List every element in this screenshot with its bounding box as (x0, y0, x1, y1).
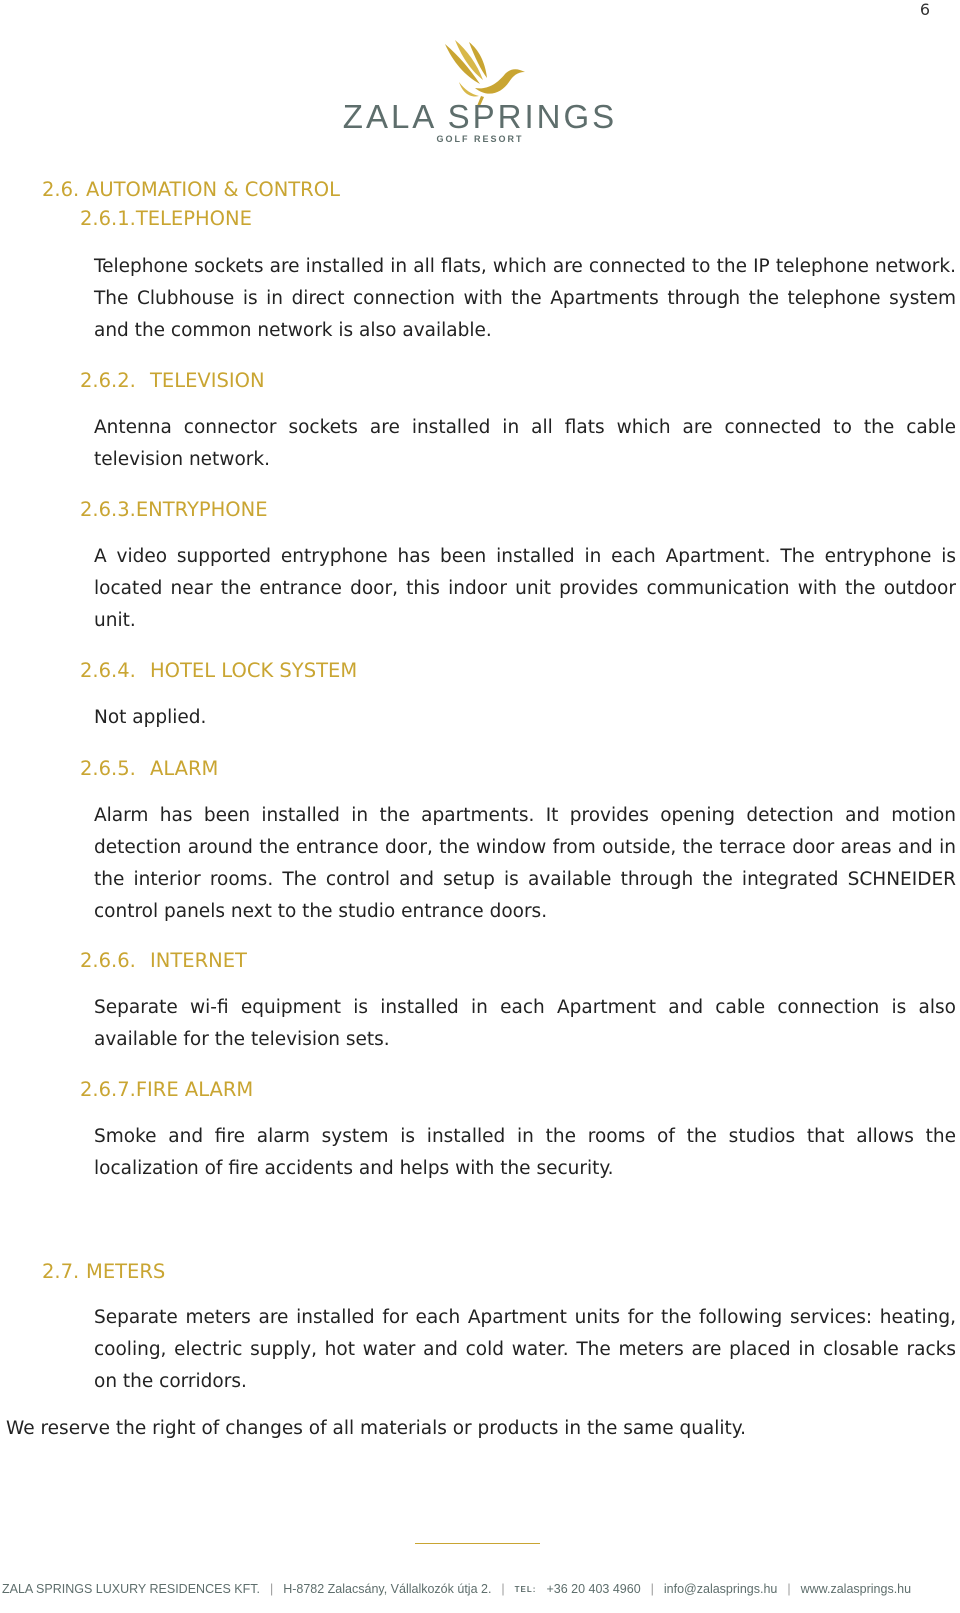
section-title: INTERNET (150, 949, 247, 972)
section-heading-2-6-5 (80, 757, 218, 780)
section-title: ENTRYPHONE (135, 498, 268, 521)
section-title: ALARM (150, 757, 219, 780)
footer-website-link[interactable]: www.zalasprings.hu (800, 1582, 912, 1596)
section-heading-2-6-1 (80, 207, 252, 230)
section-heading-2-6 (42, 178, 340, 201)
section-heading-2-6-2 (80, 369, 265, 392)
footer-company: ZALA SPRINGS LUXURY RESIDENCES KFT. (2, 1582, 260, 1596)
reservation-note: We reserve the right of changes of all materials or products in the same quality. (6, 1418, 746, 1439)
section-number: 2.6.1. (80, 207, 136, 230)
footer-email-link[interactable]: info@zalasprings.hu (663, 1582, 778, 1596)
telephone-paragraph: Telephone sockets are installed in all flats, which are connected to the IP telephone network. The Clubhouse is in direct connection with the Apartments through the telephone system and the common network is also available. (94, 256, 956, 341)
television-paragraph: Antenna connector sockets are installed in all flats which are connected to the cable television network. (94, 417, 956, 470)
section-title: AUTOMATION & CONTROL (86, 178, 340, 201)
internet-paragraph: Separate wi-fi equipment is installed in each Apartment and cable connection is also available for the television sets. (94, 997, 956, 1050)
fire-alarm-paragraph: Smoke and fire alarm system is installed in the rooms of the studios that allows the localization of fire accidents and helps with the security. (94, 1126, 956, 1179)
section-number: 2.6.2. (80, 369, 136, 392)
section-number: 2.6.6. (80, 949, 136, 972)
footer-separator: | (787, 1582, 791, 1596)
zala-springs-logo (340, 38, 620, 148)
alarm-paragraph: Alarm has been installed in the apartments. It provides opening detection and motion detection around the entrance door, the window from outside, the terrace door areas and in the interior rooms. The control and setup is available through the integrated SCHNEIDER control panels next to the studio entrance doors. (94, 805, 956, 922)
section-title: TELEPHONE (135, 207, 252, 230)
logo-subtitle: GOLF RESORT (436, 134, 524, 144)
meters-paragraph: Separate meters are installed for each Apartment units for the following services: heating, cooling, electric supply, hot water and cold water. The meters are placed in closable racks on the corridors. (94, 1307, 956, 1392)
section-heading-2-6-7 (80, 1078, 253, 1101)
section-number: 2.6. (42, 178, 80, 201)
footer-separator: | (501, 1582, 505, 1596)
section-title: FIRE ALARM (135, 1078, 254, 1101)
footer-separator: | (269, 1582, 274, 1596)
footer-phone: +36 20 403 4960 (546, 1582, 641, 1596)
footer-separator: | (650, 1582, 654, 1596)
section-title: HOTEL LOCK SYSTEM (150, 659, 358, 682)
section-number: 2.6.7. (80, 1078, 136, 1101)
entryphone-paragraph: A video supported entryphone has been installed in each Apartment. The entryphone is located near the entrance door, this indoor unit provides communication with the outdoor unit. (94, 546, 956, 631)
footer-divider (415, 1543, 540, 1544)
footer-tel-label: TEL: (514, 1584, 537, 1594)
section-title: TELEVISION (150, 369, 265, 392)
section-heading-2-6-4 (80, 659, 357, 682)
heron-bird-icon (425, 38, 535, 106)
page-number: 6 (919, 0, 930, 19)
hotel-lock-paragraph: Not applied. (94, 707, 207, 728)
section-number: 2.6.5. (80, 757, 136, 780)
section-heading-2-6-6 (80, 949, 247, 972)
section-number: 2.6.4. (80, 659, 136, 682)
logo-name: ZALA SPRINGS (342, 98, 618, 135)
section-title: METERS (86, 1260, 166, 1283)
footer-address: H-8782 Zalacsány, Vállalkozók útja 2. (283, 1582, 492, 1596)
section-heading-2-6-3 (80, 498, 268, 521)
section-heading-2-7 (42, 1260, 165, 1283)
section-number: 2.7. (42, 1260, 80, 1283)
page-footer (0, 1582, 960, 1596)
section-number: 2.6.3. (80, 498, 136, 521)
